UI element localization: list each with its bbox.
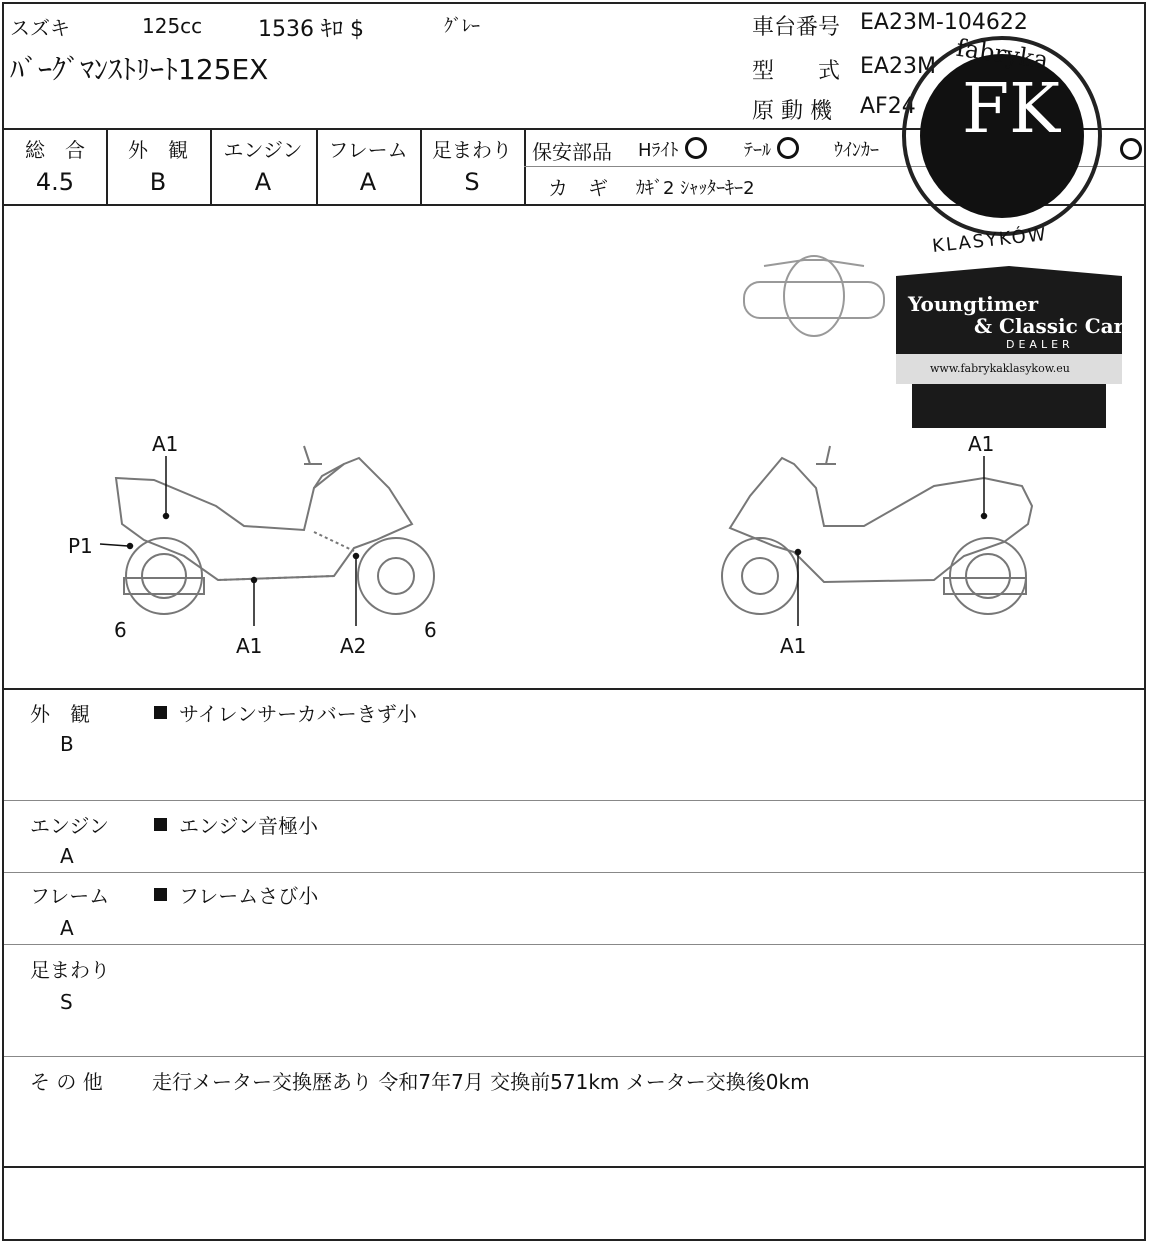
ok-circle-icon — [777, 137, 799, 159]
chassis-label: 車台番号 — [752, 15, 841, 40]
note-label-frame: フレーム — [30, 884, 110, 908]
note-grade-frame: A — [60, 916, 74, 940]
grade-value-overall: 4.5 — [35, 168, 75, 196]
mark-left-a1-bottom: A1 — [236, 634, 263, 658]
mark-left-p1: P1 — [68, 534, 93, 558]
mark-right-a1-top: A1 — [968, 432, 995, 456]
note-text-frame: フレームさび小 — [154, 880, 318, 909]
mark-left-a1-top: A1 — [152, 432, 179, 456]
dealer-line3: DEALER — [1006, 338, 1074, 351]
inspection-sheet — [2, 2, 1146, 1241]
engine-value: AF24 — [860, 94, 916, 119]
grade-label-overall: 総 合 — [25, 138, 85, 162]
ok-circle-icon — [685, 137, 707, 159]
mark-left-a2: A2 — [340, 634, 367, 658]
chassis-number: EA23M-104622 — [860, 10, 1028, 35]
bullet-icon — [154, 706, 167, 719]
logo-brand-top: fabryka — [954, 33, 1050, 75]
safety-taillight: ﾃｰﾙ — [744, 136, 799, 162]
logo-brand-bottom: KLASYKÓW — [931, 224, 1049, 257]
note-label-engine: エンジン — [30, 814, 109, 838]
note-text-engine: エンジン音極小 — [154, 810, 318, 839]
maker: スズキ — [10, 16, 70, 40]
right-side-scooter-drawing — [722, 446, 1032, 614]
note-label-other: そ の 他 — [30, 1070, 103, 1094]
key-label: カ ギ — [548, 176, 608, 200]
grade-label-suspension: 足まわり — [432, 138, 512, 162]
logo-letters: FK — [962, 70, 1060, 149]
safety-parts-label: 保安部品 — [532, 140, 612, 164]
left-side-scooter-drawing — [116, 446, 434, 614]
safety-winker: ｳｲﾝｶｰ — [834, 140, 879, 161]
grade-label-frame: フレーム — [328, 138, 408, 162]
key-value: ｶｷﾞ2 ｼｬｯﾀｰｷｰ2 — [636, 178, 755, 199]
note-grade-engine: A — [60, 844, 74, 868]
mileage: 1536 ｷﾛ $ — [258, 17, 364, 42]
displacement: 125cc — [142, 14, 203, 38]
bullet-icon — [154, 888, 167, 901]
note-text-exterior: サイレンサーカバーきず小 — [154, 698, 417, 727]
grade-label-exterior: 外 観 — [128, 138, 188, 162]
note-label-suspension: 足まわり — [30, 958, 110, 982]
front-view-scooter-drawing — [744, 256, 884, 336]
type-value: EA23M — [860, 54, 936, 79]
grade-value-engine: A — [254, 168, 272, 196]
safety-headlight: Hﾗｲﾄ — [638, 136, 707, 162]
mark-left-6-rear: 6 — [114, 618, 127, 642]
note-grade-exterior: B — [60, 732, 74, 756]
grade-label-engine: エンジン — [223, 138, 303, 162]
type-label: 型 式 — [752, 59, 841, 84]
dealer-line1: Youngtimer — [908, 292, 1039, 316]
note-label-exterior: 外 観 — [30, 702, 90, 726]
grade-value-exterior: B — [149, 168, 167, 196]
dealer-line2: & Classic Car — [974, 314, 1125, 338]
engine-label: 原 動 機 — [752, 99, 832, 124]
dealer-url: www.fabrykaklasykow.eu — [930, 362, 1070, 375]
note-grade-suspension: S — [60, 990, 73, 1014]
mark-left-6-front: 6 — [424, 618, 437, 642]
note-text-other: 走行メーター交換歴あり 令和7年7月 交換前571km メーター交換後0km — [152, 1070, 810, 1094]
grade-value-frame: A — [359, 168, 377, 196]
mark-right-a1-bottom: A1 — [780, 634, 807, 658]
dealer-badge — [896, 266, 1125, 428]
grade-value-suspension: S — [464, 168, 480, 196]
bullet-icon — [154, 818, 167, 831]
color: ｸﾞﾚｰ — [444, 16, 480, 37]
model-name: ﾊﾞｰｸﾞﾏﾝｽﾄﾘｰﾄ125EX — [10, 53, 269, 86]
